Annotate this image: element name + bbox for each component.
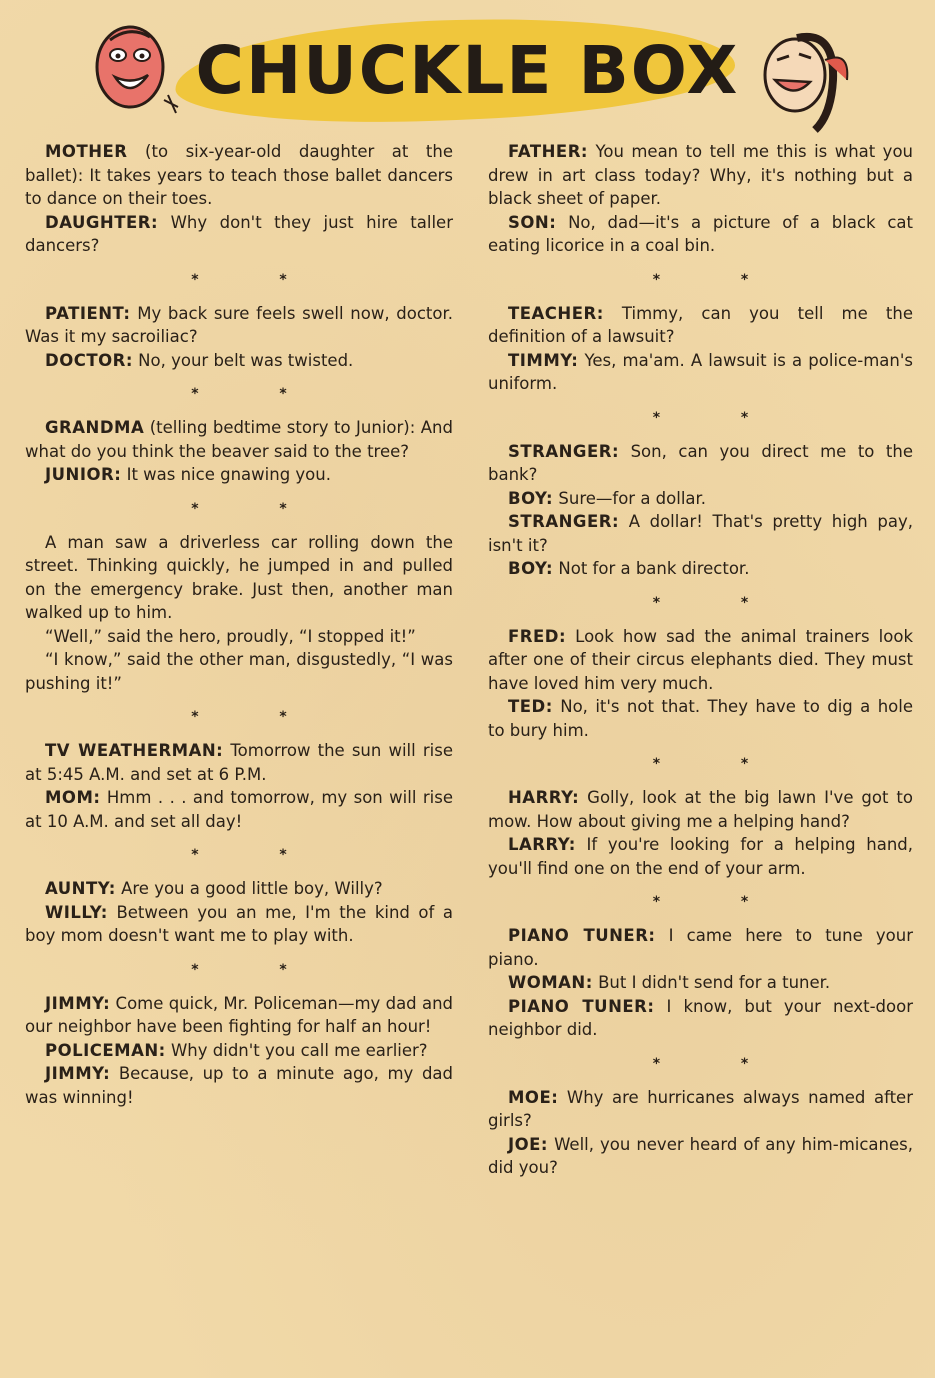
dialogue-text: Hmm . . . and tomorrow, my son will rise at 10 A.M. and set all day! xyxy=(25,788,453,831)
speaker-name: PIANO TUNER: xyxy=(508,926,656,945)
joke-line xyxy=(488,140,913,211)
joke-block xyxy=(488,786,913,880)
dialogue-text: No, dad—it's a picture of a black cat eating licorice in a coal bin. xyxy=(488,212,913,255)
dialogue-text: “I know,” said the other man, disgustedly, “I was pushing it!” xyxy=(25,650,453,693)
joke-line xyxy=(488,695,913,742)
joke-line xyxy=(488,510,913,557)
dialogue-text: Between you an me, I'm the kind of a boy mom doesn't want me to play with. xyxy=(25,902,453,945)
joke-block xyxy=(488,625,913,743)
dialogue-text: Why didn't you call me earlier? xyxy=(165,1040,428,1060)
dialogue-text: No, your belt was twisted. xyxy=(132,350,354,370)
speaker-name: MOE: xyxy=(508,1087,559,1107)
dialogue-text: Because, up to a minute ago, my dad was winning! xyxy=(25,1064,453,1107)
dialogue-text: Look how sad the animal trainers look after one of their circus elephants died. They must have loved him very much. xyxy=(488,626,913,693)
speaker-name: JIMMY: xyxy=(45,1064,111,1083)
dialogue-text: I came here to tune your piano. xyxy=(488,926,913,969)
joke-separator: * * xyxy=(652,594,787,611)
speaker-name: TV WEATHERMAN: xyxy=(45,741,224,760)
joke-separator: * * xyxy=(191,709,325,725)
dialogue-text: Come quick, Mr. Policeman—my dad and our neighbor have been fighting for half an hour! xyxy=(25,993,453,1036)
joke-line xyxy=(25,211,453,258)
joke-block xyxy=(25,877,453,948)
speaker-name: TIMMY: xyxy=(508,350,579,370)
dialogue-text: Yes, ma'am. A lawsuit is a police-man's uniform. xyxy=(488,350,913,393)
joke-line xyxy=(488,440,913,487)
speaker-name: STRANGER: xyxy=(508,512,620,531)
page-title: CHUCKLE BOX xyxy=(195,32,740,109)
joke-line xyxy=(25,877,453,901)
speaker-name: JUNIOR: xyxy=(45,465,122,484)
joke-line xyxy=(488,211,913,258)
dialogue-text: Sure—for a dollar. xyxy=(553,488,707,508)
joke-line xyxy=(25,992,453,1039)
joke-line xyxy=(488,924,913,971)
joke-separator: * * xyxy=(652,409,787,426)
speaker-name: GRANDMA xyxy=(45,418,145,437)
header xyxy=(0,0,935,130)
dialogue-text: Golly, look at the big lawn I've got to mow. How about giving me a helping hand? xyxy=(488,788,913,831)
joke-line xyxy=(25,1062,453,1109)
speaker-name: MOM: xyxy=(45,788,101,807)
joke-line xyxy=(488,971,913,995)
joke-block xyxy=(488,1086,913,1180)
joke-line xyxy=(488,1133,913,1180)
joke-separator: * * xyxy=(652,271,787,288)
joke-block xyxy=(25,739,453,833)
joke-line xyxy=(25,531,453,625)
speaker-name: DOCTOR: xyxy=(45,350,133,370)
joke-block xyxy=(25,302,453,373)
speaker-name: PATIENT: xyxy=(45,303,131,323)
dialogue-text: Timmy, can you tell me the definition of a lawsuit? xyxy=(488,303,913,346)
joke-line xyxy=(25,463,453,487)
dialogue-text: I know, but your next-door neighbor did. xyxy=(488,996,913,1039)
joke-line xyxy=(488,557,913,581)
joke-line xyxy=(25,625,453,649)
joke-line xyxy=(488,1086,913,1133)
joke-line xyxy=(25,416,453,463)
joke-line xyxy=(25,1039,453,1063)
joke-separator: * * xyxy=(652,756,787,772)
speaker-name: SON: xyxy=(508,212,557,232)
dialogue-text: A dollar! That's pretty high pay, isn't it? xyxy=(488,512,913,555)
joke-line xyxy=(25,648,453,695)
speaker-name: JIMMY: xyxy=(45,993,111,1013)
speaker-name: FATHER: xyxy=(508,142,589,161)
dialogue-text: Why don't they just hire taller dancers? xyxy=(25,212,453,255)
dialogue-text: Are you a good little boy, Willy? xyxy=(115,879,383,898)
dialogue-text: (to six-year-old daughter at the ballet): It takes years to teach those ballet dancers to dance on their toes. xyxy=(25,142,453,208)
dialogue-text: Son, can you direct me to the bank? xyxy=(488,441,913,484)
right-column xyxy=(488,140,913,1180)
dialogue-text: But I didn't send for a tuner. xyxy=(592,973,831,992)
joke-block xyxy=(488,440,913,581)
speaker-name: PIANO TUNER: xyxy=(508,996,655,1016)
speaker-name: HARRY: xyxy=(508,788,580,807)
speaker-name: WILLY: xyxy=(45,902,108,922)
joke-line xyxy=(25,302,453,349)
speaker-name: TED: xyxy=(508,697,553,716)
speaker-name: TEACHER: xyxy=(508,303,604,323)
joke-block xyxy=(25,140,453,258)
joke-line xyxy=(25,901,453,948)
joke-line xyxy=(25,140,453,211)
dialogue-text: Well, you never heard of any him-micanes, did you? xyxy=(488,1134,913,1177)
joke-separator: * * xyxy=(191,271,325,288)
joke-block xyxy=(25,416,453,487)
dialogue-text: “Well,” said the hero, proudly, “I stopped it!” xyxy=(45,626,416,646)
dialogue-text: If you're looking for a helping hand, you'll find one on the end of your arm. xyxy=(488,835,913,878)
left-column xyxy=(25,140,453,1109)
speaker-name: FRED: xyxy=(508,626,567,646)
dialogue-text: My back sure feels swell now, doctor. Was it my sacroiliac? xyxy=(25,303,453,346)
joke-block xyxy=(25,992,453,1110)
joke-line xyxy=(488,625,913,696)
joke-line xyxy=(25,739,453,786)
dialogue-text: (telling bedtime story to Junior): And what do you think the beaver said to the tree? xyxy=(25,418,453,461)
dialogue-text: A man saw a driverless car rolling down the street. Thinking quickly, he jumped in and pulled on the emergency brake. Just then, another man walked up to him. xyxy=(25,532,453,622)
dialogue-text: Not for a bank director. xyxy=(553,559,750,578)
speaker-name: WOMAN: xyxy=(508,973,593,992)
joke-block xyxy=(488,140,913,258)
speaker-name: POLICEMAN: xyxy=(45,1040,166,1060)
dialogue-text: Why are hurricanes always named after girls? xyxy=(488,1087,913,1130)
dialogue-text: It was nice gnawing you. xyxy=(121,465,331,484)
joke-separator: * * xyxy=(191,847,325,863)
joke-separator: * * xyxy=(191,961,325,978)
joke-line xyxy=(488,349,913,396)
joke-separator: * * xyxy=(652,894,787,910)
dialogue-text: No, it's not that. They have to dig a hole to bury him. xyxy=(488,697,913,740)
joke-block xyxy=(25,531,453,696)
dialogue-text: You mean to tell me this is what you drew in art class today? Why, it's nothing but a black sheet of paper. xyxy=(488,142,913,208)
joke-separator: * * xyxy=(191,500,325,517)
joke-line xyxy=(488,786,913,833)
speaker-name: STRANGER: xyxy=(508,441,620,461)
dialogue-text: Tomorrow the sun will rise at 5:45 A.M. and set at 6 P.M. xyxy=(25,741,453,784)
speaker-name: LARRY: xyxy=(508,835,576,854)
joke-line xyxy=(488,302,913,349)
joke-line xyxy=(488,487,913,511)
joke-separator: * * xyxy=(191,386,325,402)
speaker-name: JOE: xyxy=(508,1134,549,1154)
joke-separator: * * xyxy=(652,1055,787,1072)
speaker-name: DAUGHTER: xyxy=(45,212,159,232)
speaker-name: BOY: xyxy=(508,488,554,508)
speaker-name: AUNTY: xyxy=(45,879,116,898)
joke-block xyxy=(488,302,913,396)
laughing-face-right-icon xyxy=(755,20,860,135)
joke-line xyxy=(488,995,913,1042)
speaker-name: BOY: xyxy=(508,559,554,578)
joke-line xyxy=(488,833,913,880)
joke-line xyxy=(25,349,453,373)
joke-block xyxy=(488,924,913,1042)
joke-line xyxy=(25,786,453,833)
speaker-name: MOTHER xyxy=(45,142,128,161)
